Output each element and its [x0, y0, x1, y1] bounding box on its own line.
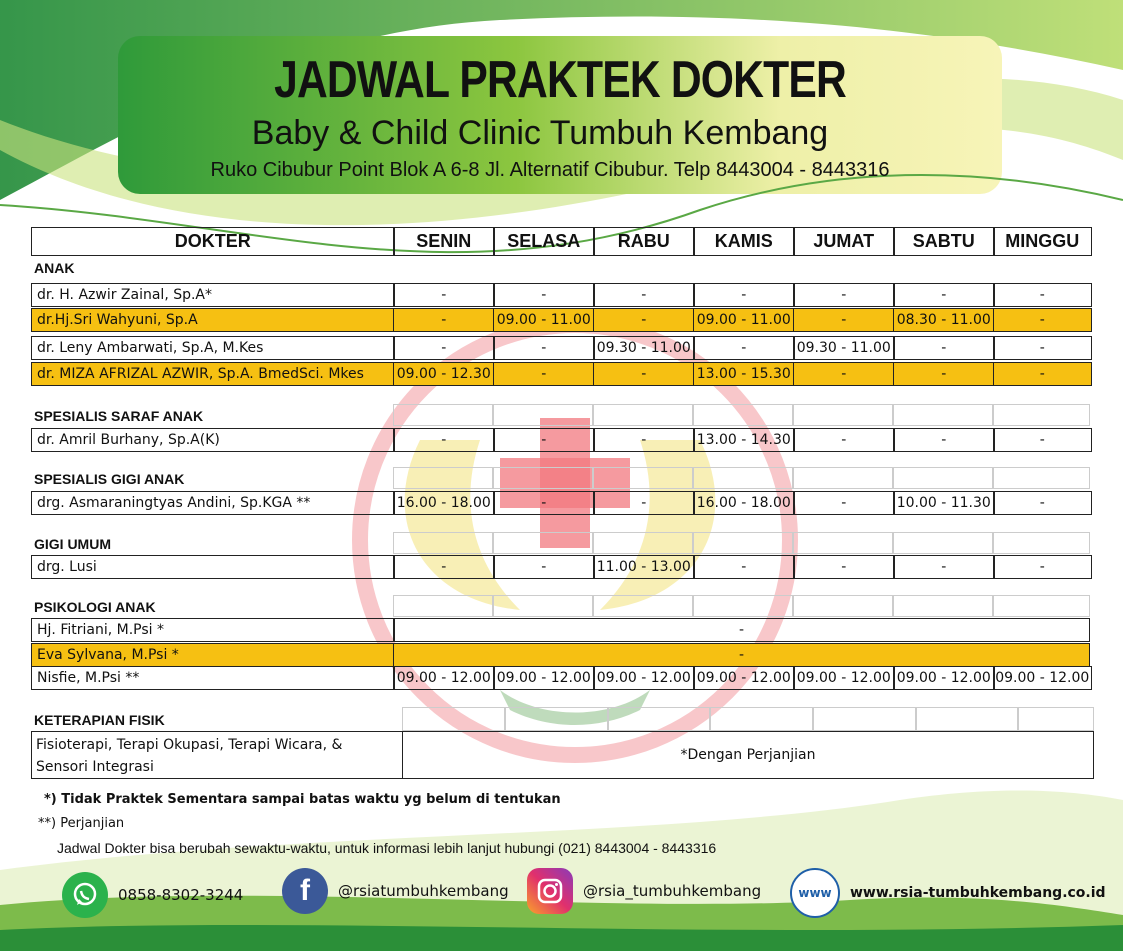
- schedule-cell-kamis: 13.00 - 14.30: [693, 428, 795, 452]
- schedule-cell-jumat: -: [793, 283, 895, 307]
- therapy-grid-cell: [505, 707, 608, 731]
- schedule-cell-senin: -: [393, 336, 495, 360]
- section-grid-cell: [693, 595, 793, 617]
- schedule-cell-selasa: 09.00 - 11.00: [493, 308, 595, 332]
- column-header-selasa: SELASA: [493, 227, 595, 256]
- instagram-icon: [527, 868, 573, 914]
- schedule-cell-kamis: 13.00 - 15.30: [693, 362, 795, 386]
- schedule-cell-kamis: 09.00 - 12.00: [693, 666, 795, 690]
- schedule-cell-minggu: -: [993, 362, 1092, 386]
- section-grid-cell: [893, 532, 993, 554]
- schedule-cell-jumat: 09.30 - 11.00: [793, 336, 895, 360]
- schedule-cell-rabu: 09.30 - 11.00: [593, 336, 695, 360]
- schedule-cell-selasa: 09.00 - 12.00: [493, 666, 595, 690]
- schedule-cell-senin: 09.00 - 12.30: [393, 362, 495, 386]
- schedule-cell-merged: -: [393, 643, 1090, 667]
- section-grid-cell: [993, 404, 1090, 426]
- doctor-name: drg. Lusi: [31, 555, 395, 579]
- page-title: JADWAL PRAKTEK DOKTER: [274, 51, 846, 109]
- schedule-cell-selasa: -: [493, 491, 595, 515]
- therapy-name-cell: [31, 731, 403, 779]
- website-url: www.rsia-tumbuhkembang.co.id: [850, 885, 1106, 901]
- schedule-cell-senin: 16.00 - 18.00: [393, 491, 495, 515]
- schedule-cell-senin: -: [393, 283, 495, 307]
- schedule-cell-minggu: -: [993, 283, 1092, 307]
- section-grid-cell: [493, 404, 593, 426]
- website-contact[interactable]: [790, 868, 1106, 918]
- schedule-cell-selasa: -: [493, 283, 595, 307]
- section-grid-cell: [693, 532, 793, 554]
- schedule-cell-selasa: -: [493, 428, 595, 452]
- schedule-cell-kamis: -: [693, 336, 795, 360]
- section-grid-cell: [793, 532, 893, 554]
- globe-icon: www: [790, 868, 840, 918]
- schedule-cell-sabtu: -: [893, 428, 995, 452]
- schedule-cell-kamis: -: [693, 283, 795, 307]
- schedule-cell-senin: -: [393, 308, 495, 332]
- schedule-cell-merged: -: [393, 618, 1090, 642]
- clinic-address: Ruko Cibubur Point Blok A 6-8 Jl. Alternatif Cibubur. Telp 8443004 - 8443316: [210, 159, 890, 181]
- section-grid-cell: [393, 404, 493, 426]
- schedule-cell-rabu: 11.00 - 13.00: [593, 555, 695, 579]
- section-title: SPESIALIS GIGI ANAK: [34, 471, 185, 487]
- column-header-rabu: RABU: [593, 227, 695, 256]
- note-schedule-change: Jadwal Dokter bisa berubah sewaktu-waktu, untuk informasi lebih lanjut hubungi (021) 8443004 - 8443316: [57, 840, 717, 856]
- doctor-name: Eva Sylvana, M.Psi *: [31, 643, 395, 667]
- note-appointment: **) Perjanjian: [38, 816, 125, 831]
- column-header-sabtu: SABTU: [893, 227, 995, 256]
- section-grid-cell: [693, 404, 793, 426]
- therapy-name-line1: Fisioterapi, Terapi Okupasi, Terapi Wicara, &: [36, 737, 343, 753]
- doctor-name: drg. Asmaraningtyas Andini, Sp.KGA **: [31, 491, 395, 515]
- schedule-cell-minggu: -: [993, 308, 1092, 332]
- therapy-grid-cell: [1018, 707, 1094, 731]
- schedule-cell-minggu: -: [993, 555, 1092, 579]
- schedule-cell-jumat: 09.00 - 12.00: [793, 666, 895, 690]
- section-title: ANAK: [34, 260, 75, 276]
- schedule-cell-sabtu: -: [893, 362, 995, 386]
- schedule-cell-rabu: -: [593, 283, 695, 307]
- section-grid-cell: [993, 532, 1090, 554]
- facebook-handle: @rsiatumbuhkembang: [338, 882, 509, 900]
- schedule-cell-sabtu: 10.00 - 11.30: [893, 491, 995, 515]
- column-header-jumat: JUMAT: [793, 227, 895, 256]
- therapy-grid-cell: [710, 707, 813, 731]
- instagram-handle: @rsia_tumbuhkembang: [583, 882, 762, 900]
- section-grid-cell: [793, 467, 893, 489]
- therapy-grid-cell: [813, 707, 916, 731]
- schedule-cell-rabu: -: [593, 428, 695, 452]
- therapy-grid-cell: [608, 707, 710, 731]
- schedule-cell-jumat: -: [793, 491, 895, 515]
- doctor-name: dr. Leny Ambarwati, Sp.A, M.Kes: [31, 336, 395, 360]
- schedule-cell-kamis: 16.00 - 18.00: [693, 491, 795, 515]
- schedule-cell-sabtu: 08.30 - 11.00: [893, 308, 995, 332]
- doctor-name: Hj. Fitriani, M.Psi *: [31, 618, 395, 642]
- schedule-cell-jumat: -: [793, 555, 895, 579]
- section-grid-cell: [793, 595, 893, 617]
- schedule-cell-rabu: -: [593, 491, 695, 515]
- section-grid-cell: [393, 467, 493, 489]
- section-grid-cell: [893, 404, 993, 426]
- section-grid-cell: [493, 532, 593, 554]
- schedule-cell-sabtu: -: [893, 283, 995, 307]
- schedule-cell-senin: -: [393, 555, 495, 579]
- facebook-icon: f: [282, 868, 328, 914]
- section-grid-cell: [993, 595, 1090, 617]
- section-grid-cell: [793, 404, 893, 426]
- section-title: PSIKOLOGI ANAK: [34, 599, 156, 615]
- schedule-cell-sabtu: -: [893, 555, 995, 579]
- header: [120, 36, 1000, 194]
- doctor-name: dr.Hj.Sri Wahyuni, Sp.A: [31, 308, 395, 332]
- schedule-cell-jumat: -: [793, 362, 895, 386]
- schedule-cell-kamis: 09.00 - 11.00: [693, 308, 795, 332]
- section-grid-cell: [593, 404, 693, 426]
- schedule-cell-minggu: 09.00 - 12.00: [993, 666, 1092, 690]
- schedule-cell-minggu: -: [993, 491, 1092, 515]
- column-header-minggu: MINGGU: [993, 227, 1092, 256]
- section-title-therapy: KETERAPIAN FISIK: [34, 712, 165, 728]
- instagram-contact[interactable]: [527, 868, 761, 914]
- doctor-name: dr. MIZA AFRIZAL AZWIR, Sp.A. BmedSci. Mkes: [31, 362, 395, 386]
- schedule-cell-jumat: -: [793, 308, 895, 332]
- section-grid-cell: [993, 467, 1090, 489]
- column-header-dokter: DOKTER: [31, 227, 395, 256]
- schedule-cell-minggu: -: [993, 428, 1092, 452]
- schedule-cell-sabtu: -: [893, 336, 995, 360]
- facebook-contact[interactable]: [282, 868, 509, 914]
- whatsapp-contact[interactable]: [62, 872, 243, 918]
- schedule-cell-selasa: -: [493, 362, 595, 386]
- section-grid-cell: [593, 467, 693, 489]
- section-grid-cell: [493, 467, 593, 489]
- schedule-cell-senin: -: [393, 428, 495, 452]
- therapy-grid-cell: [916, 707, 1018, 731]
- schedule-cell-kamis: -: [693, 555, 795, 579]
- schedule-cell-rabu: -: [593, 308, 695, 332]
- schedule-cell-sabtu: 09.00 - 12.00: [893, 666, 995, 690]
- schedule-cell-selasa: -: [493, 555, 595, 579]
- whatsapp-number: 0858-8302-3244: [118, 886, 244, 904]
- column-header-senin: SENIN: [393, 227, 495, 256]
- schedule-cell-jumat: -: [793, 428, 895, 452]
- doctor-name: dr. Amril Burhany, Sp.A(K): [31, 428, 395, 452]
- schedule-cell-senin: 09.00 - 12.00: [393, 666, 495, 690]
- section-grid-cell: [593, 595, 693, 617]
- section-grid-cell: [393, 532, 493, 554]
- section-grid-cell: [693, 467, 793, 489]
- note-temporary: *) Tidak Praktek Sementara sampai batas waktu yg belum di tentukan: [44, 792, 561, 807]
- section-title: SPESIALIS SARAF ANAK: [34, 408, 204, 424]
- column-header-kamis: KAMIS: [693, 227, 795, 256]
- section-grid-cell: [893, 595, 993, 617]
- section-title: GIGI UMUM: [34, 536, 111, 552]
- section-grid-cell: [493, 595, 593, 617]
- section-grid-cell: [593, 532, 693, 554]
- schedule-cell-rabu: -: [593, 362, 695, 386]
- therapy-name-line2: Sensori Integrasi: [36, 759, 154, 775]
- clinic-name: Baby & Child Clinic Tumbuh Kembang: [251, 114, 829, 152]
- schedule-cell-minggu: -: [993, 336, 1092, 360]
- doctor-name: Nisfie, M.Psi **: [31, 666, 395, 690]
- schedule-cell-rabu: 09.00 - 12.00: [593, 666, 695, 690]
- therapy-value-cell: *Dengan Perjanjian: [402, 731, 1094, 779]
- section-grid-cell: [393, 595, 493, 617]
- section-grid-cell: [893, 467, 993, 489]
- doctor-name: dr. H. Azwir Zainal, Sp.A*: [31, 283, 395, 307]
- schedule-cell-selasa: -: [493, 336, 595, 360]
- therapy-grid-cell: [402, 707, 505, 731]
- whatsapp-icon: [62, 872, 108, 918]
